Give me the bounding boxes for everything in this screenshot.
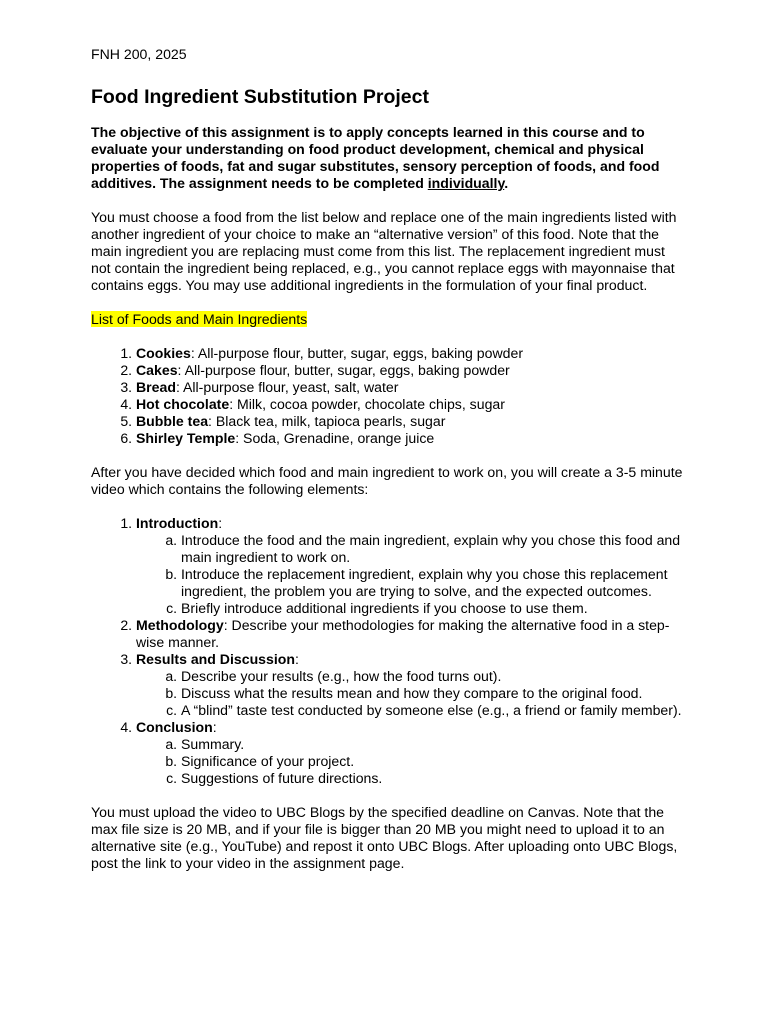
foods-list — [91, 345, 688, 447]
food-ingredients: : All-purpose flour, butter, sugar, eggs, baking powder — [177, 362, 510, 378]
sub-item: b. Discuss what the results mean and how they compare to the original food. — [181, 685, 688, 702]
list-item — [136, 362, 688, 379]
intro-paragraph: You must choose a food from the list below and replace one of the main ingredients listed with another ingredient of your choice to make an “alternative version” of this food. Note that the main ingredient you are replacing must come from this list. The replacement ingredient must not contain the ingredient being replaced, e.g., you cannot replace eggs with mayonnaise that contains eggs. You may use additional ingredients in the formulation of your final product. — [91, 209, 677, 293]
objective-text: The objective of this assignment is to apply concepts learned in this course and to evaluate your understanding on food product development, chemical and physical properties of foods, fat and sugar substitutes, sensory perception of foods, and food additives. The assignment needs to be completed — [91, 124, 660, 191]
food-name: Bread — [136, 379, 176, 395]
sub-item: a. Summary. — [181, 736, 688, 753]
upload-paragraph: You must upload the video to UBC Blogs by the specified deadline on Canvas. Note that the max file size is 20 MB, and if your file is bigger than 20 MB you might need to upload it to an alternative site (e.g., YouTube) and repost it onto UBC Blogs. After uploading onto UBC Blogs, post the link to your video in the assignment page. — [91, 804, 678, 871]
sub-list — [136, 668, 688, 719]
list-item — [136, 430, 688, 447]
list-item — [136, 413, 688, 430]
course-header: FNH 200, 2025 — [91, 46, 187, 62]
sub-item: b. Significance of your project. — [181, 753, 688, 770]
section-name: Results and Discussion — [136, 651, 295, 667]
section-name: Introduction — [136, 515, 219, 531]
video-elements-list — [91, 515, 688, 787]
page-title: Food Ingredient Substitution Project — [91, 86, 429, 108]
list-item — [136, 396, 688, 413]
section-text: : — [218, 515, 223, 531]
objective-end: . — [504, 175, 509, 191]
section-methodology — [136, 617, 688, 651]
sub-item: c. A “blind” taste test conducted by someone else (e.g., a friend or family member). — [181, 702, 688, 719]
section-text: : — [212, 719, 217, 735]
food-name: Hot chocolate — [136, 396, 230, 412]
section-results-discussion — [136, 651, 688, 719]
list-item — [136, 345, 688, 362]
food-ingredients: : Soda, Grenadine, orange juice — [235, 430, 435, 446]
sub-list — [136, 736, 688, 787]
sub-item: a. Introduce the food and the main ingredient, explain why you chose this food and main ingredient to work on. — [181, 532, 688, 566]
objective-underlined: individually — [427, 175, 505, 191]
sub-list — [136, 532, 688, 617]
section-introduction — [136, 515, 688, 617]
section-text: : Describe your methodologies for making the alternative food in a step-wise manner. — [136, 617, 670, 650]
food-ingredients: : Black tea, milk, tapioca pearls, sugar — [208, 413, 446, 429]
sub-item: a. Describe your results (e.g., how the food turns out). — [181, 668, 688, 685]
section-name: Methodology — [136, 617, 224, 633]
video-paragraph: After you have decided which food and main ingredient to work on, you will create a 3-5 minute video which contains the following elements: — [91, 464, 683, 497]
list-heading-line — [91, 311, 688, 328]
food-ingredients: : All-purpose flour, yeast, salt, water — [175, 379, 399, 395]
list-item — [136, 379, 688, 396]
sub-item: c. Suggestions of future directions. — [181, 770, 688, 787]
section-conclusion — [136, 719, 688, 787]
sub-item: c. Briefly introduce additional ingredients if you choose to use them. — [181, 600, 688, 617]
food-name: Bubble tea — [136, 413, 209, 429]
sub-item: b. Introduce the replacement ingredient, explain why you chose this replacement ingredient, the problem you are trying to solve, and the expected outcomes. — [181, 566, 688, 600]
food-ingredients: : Milk, cocoa powder, chocolate chips, sugar — [229, 396, 505, 412]
list-heading: List of Foods and Main Ingredients — [91, 311, 308, 327]
section-name: Conclusion — [136, 719, 213, 735]
objective-paragraph — [91, 124, 688, 192]
food-name: Cakes — [136, 362, 178, 378]
food-name: Shirley Temple — [136, 430, 236, 446]
food-ingredients: : All-purpose flour, butter, sugar, eggs, baking powder — [190, 345, 524, 361]
food-name: Cookies — [136, 345, 191, 361]
section-text: : — [295, 651, 299, 667]
